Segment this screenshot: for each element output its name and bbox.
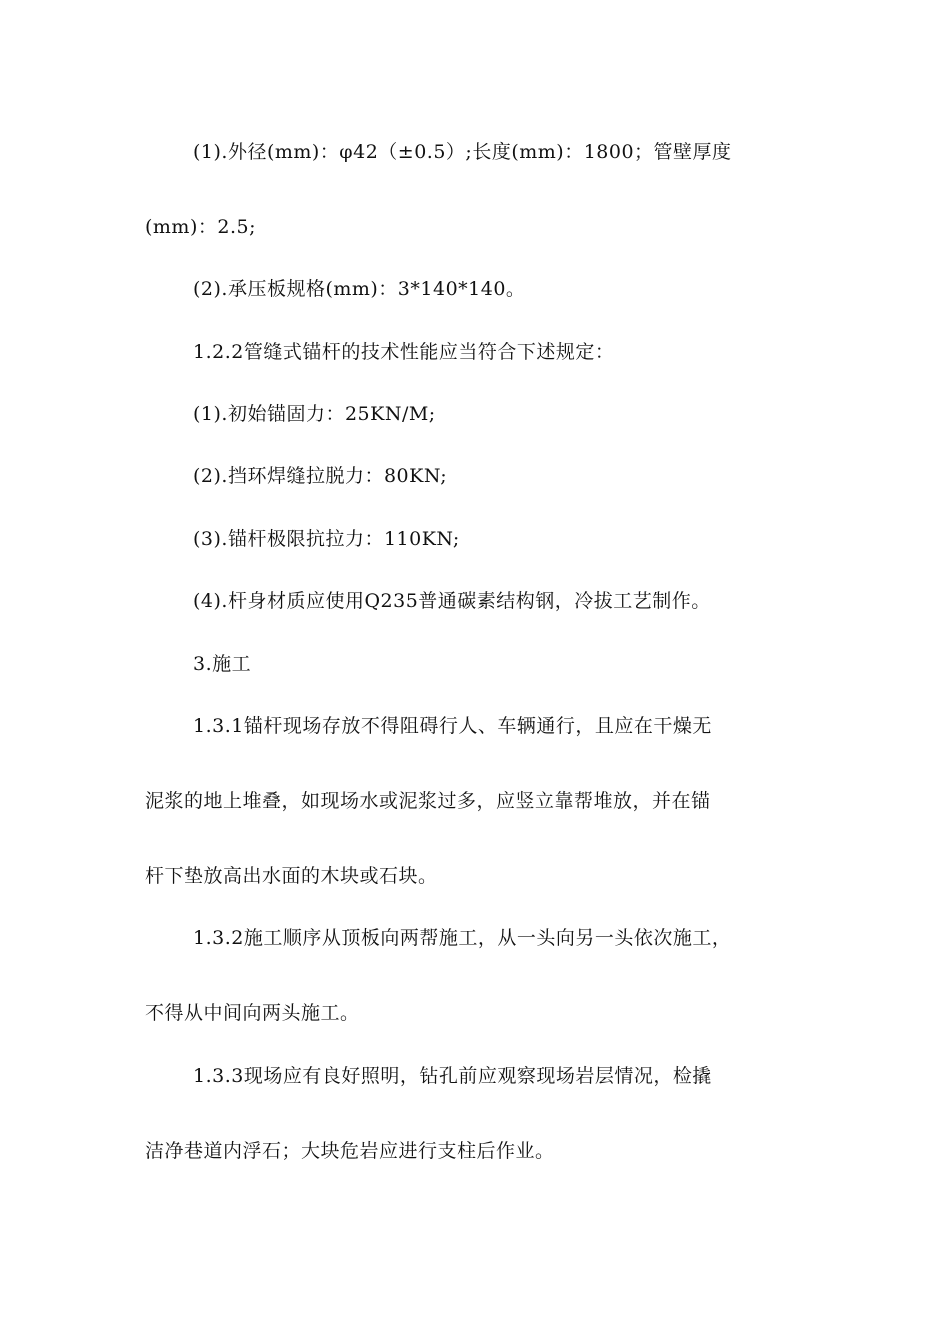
para-1-3-2-line-2: 不得从中间向两头施工。 — [145, 1002, 360, 1024]
spec-bearing-plate: (2).承压板规格(mm)：3*140*140。 — [193, 278, 526, 300]
para-1-3-1-line-3: 杆下垫放高出水面的木块或石块。 — [145, 865, 438, 887]
para-1-3-2-line-1: 1.3.2施工顺序从顶板向两帮施工，从一头向另一头依次施工， — [193, 927, 732, 949]
spec-outer-diameter-line-2: (mm)：2.5; — [145, 216, 256, 238]
tech-ring-weld-pullout: (2).挡环焊缝拉脱力：80KN; — [193, 465, 448, 487]
para-1-3-3-line-1: 1.3.3现场应有良好照明，钻孔前应观察现场岩层情况，检撬 — [193, 1065, 712, 1087]
spec-outer-diameter-line-1: (1).外径(mm)：φ42（±0.5）;长度(mm)：1800；管壁厚度 — [193, 141, 732, 163]
tech-initial-anchor-force: (1).初始锚固力：25KN/M; — [193, 403, 436, 425]
section-heading-1-2-2: 1.2.2管缝式锚杆的技术性能应当符合下述规定： — [193, 341, 615, 363]
tech-ultimate-tensile: (3).锚杆极限抗拉力：110KN; — [193, 528, 460, 550]
para-1-3-1-line-2: 泥浆的地上堆叠，如现场水或泥浆过多，应竖立靠帮堆放，并在锚 — [145, 790, 711, 812]
section-heading-3: 3.施工 — [193, 653, 252, 675]
tech-body-material: (4).杆身材质应使用Q235普通碳素结构钢，冷拔工艺制作。 — [193, 590, 711, 612]
para-1-3-3-line-2: 洁净巷道内浮石；大块危岩应进行支柱后作业。 — [145, 1140, 555, 1162]
para-1-3-1-line-1: 1.3.1锚杆现场存放不得阻碍行人、车辆通行，且应在干燥无 — [193, 715, 712, 737]
